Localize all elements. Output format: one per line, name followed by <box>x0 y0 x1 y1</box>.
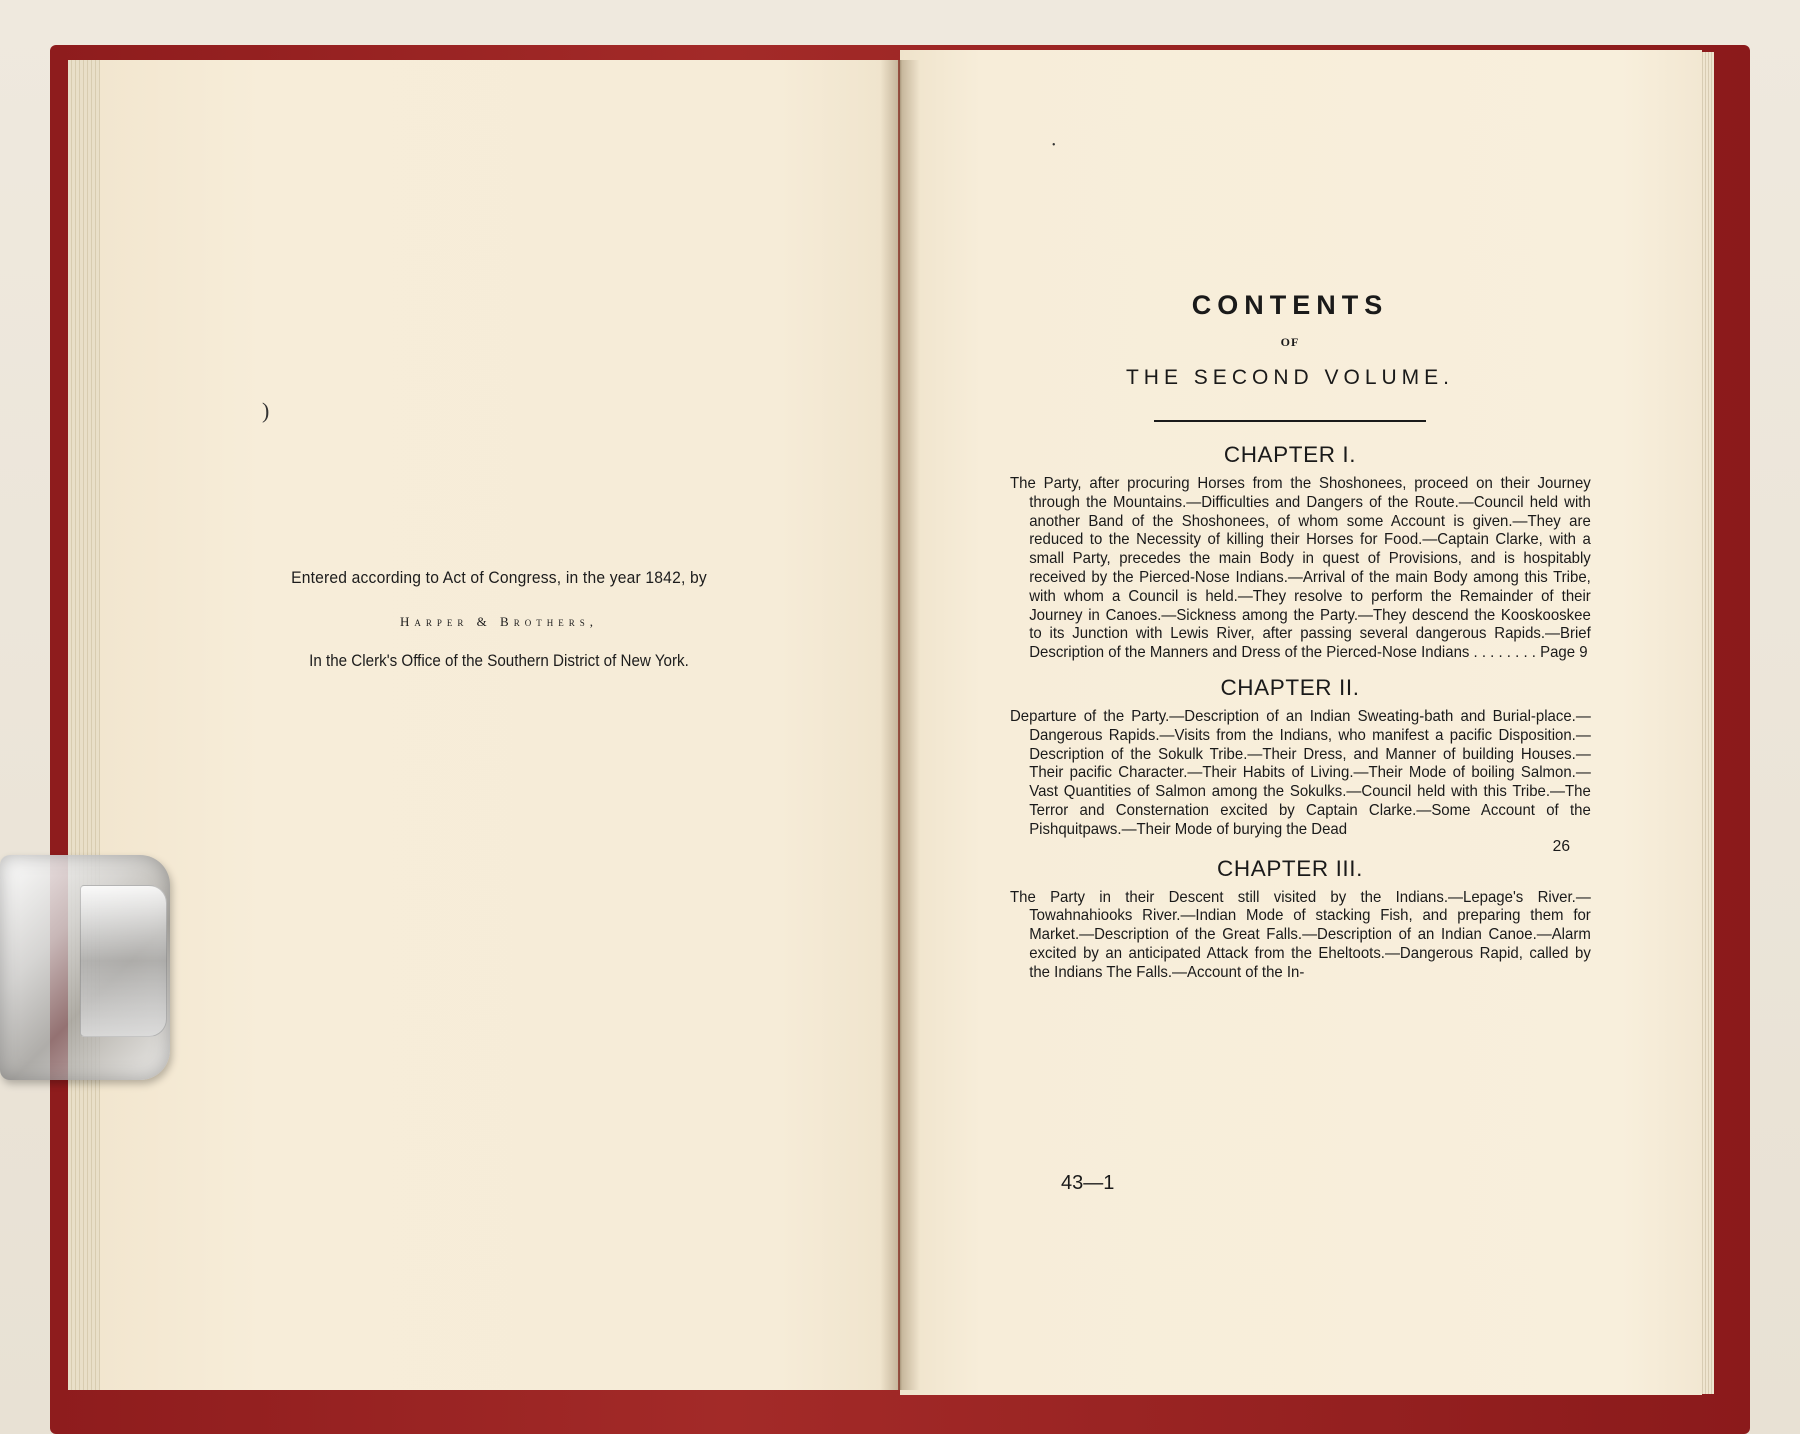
heading-rule <box>1154 420 1426 422</box>
acrylic-page-holder <box>0 855 175 1090</box>
ink-speck: • <box>1052 140 1056 151</box>
acrylic-face <box>80 885 167 1037</box>
publisher-name: Harper & Brothers, <box>400 614 598 629</box>
chapter-1-summary: The Party, after procuring Horses from the Shoshonees, proceed on their Journey through the Mountains.—Difficulties and Dangers of the Route.—Council held with another Band of the Shoshonees, of whom some Account is given.—They are reduced to the Necessity of killing their Horses for Food.—Captain Clarke, with a small Party, precedes the main Body in quest of Provisions, and is hospitably received by the Pierced-Nose Indians.—Arrival of the main Body among this Tribe, with whom a Council is held.—They resolve to perform the Remainder of their Journey in Canoes.—Sickness among the Party.—They descend the Kooskooskee to its Junction with Lewis River, after passing several dangerous Rapids.—Brief Description of the Manners and Dress of the Pierced-Nose Indians . . . . . . . . Page 9 <box>1010 475 1591 662</box>
chapter-3-title: CHAPTER III. <box>1217 855 1363 881</box>
chapter-2-summary: Departure of the Party.—Description of an Indian Sweating-bath and Burial-place.—Dangerous Rapids.—Visits from the Indians, who manifest a pacific Disposition.—Description of the Sokulk Tribe.—Their Dress, and Manner of building Houses.—Their pacific Character.—Their Habits of Living.—Their Mode of boiling Salmon.—Vast Quantities of Salmon among the Sokulks.—Council held with this Tribe.—The Terror and Consternation excited by Captain Clarke.—Some Account of the Pishquitpaws.—Their Mode of burying the Dead <box>1010 707 1591 838</box>
signature-mark: 43—1 <box>1061 1172 1115 1194</box>
contents-heading: CONTENTS <box>1191 290 1389 320</box>
ink-speck: ) <box>262 398 270 423</box>
book-gutter <box>880 60 920 1390</box>
copyright-line-3: In the Clerk's Office of the Southern District of New York. <box>309 652 689 670</box>
copyright-line-1: Entered according to Act of Congress, in the year 1842, by <box>291 568 707 587</box>
chapter-1-title: CHAPTER I. <box>1223 442 1357 467</box>
right-page-edges <box>1700 52 1714 1394</box>
chapter-2-title: CHAPTER II. <box>1220 674 1360 700</box>
contents-section <box>1010 290 1591 983</box>
contents-of: OF <box>1280 335 1300 349</box>
volume-heading: THE SECOND VOLUME. <box>1125 366 1455 389</box>
copyright-notice <box>100 568 898 671</box>
left-page-edges <box>68 60 104 1390</box>
chapter-2-page: 26 <box>1552 837 1570 855</box>
chapter-3-summary: The Party in their Descent still visited by the Indians.—Lepage's River.—Towahnahiooks River.—Indian Mode of stacking Fish, and preparing them for Market.—Description of the Great Falls.—Description of an Indian Canoe.—Alarm excited by an anticipated Attack from the Eheltoots.—Dangerous Rapid, called by the Indians The Falls.—Account of the In- <box>1010 888 1591 981</box>
left-page <box>100 60 898 1390</box>
